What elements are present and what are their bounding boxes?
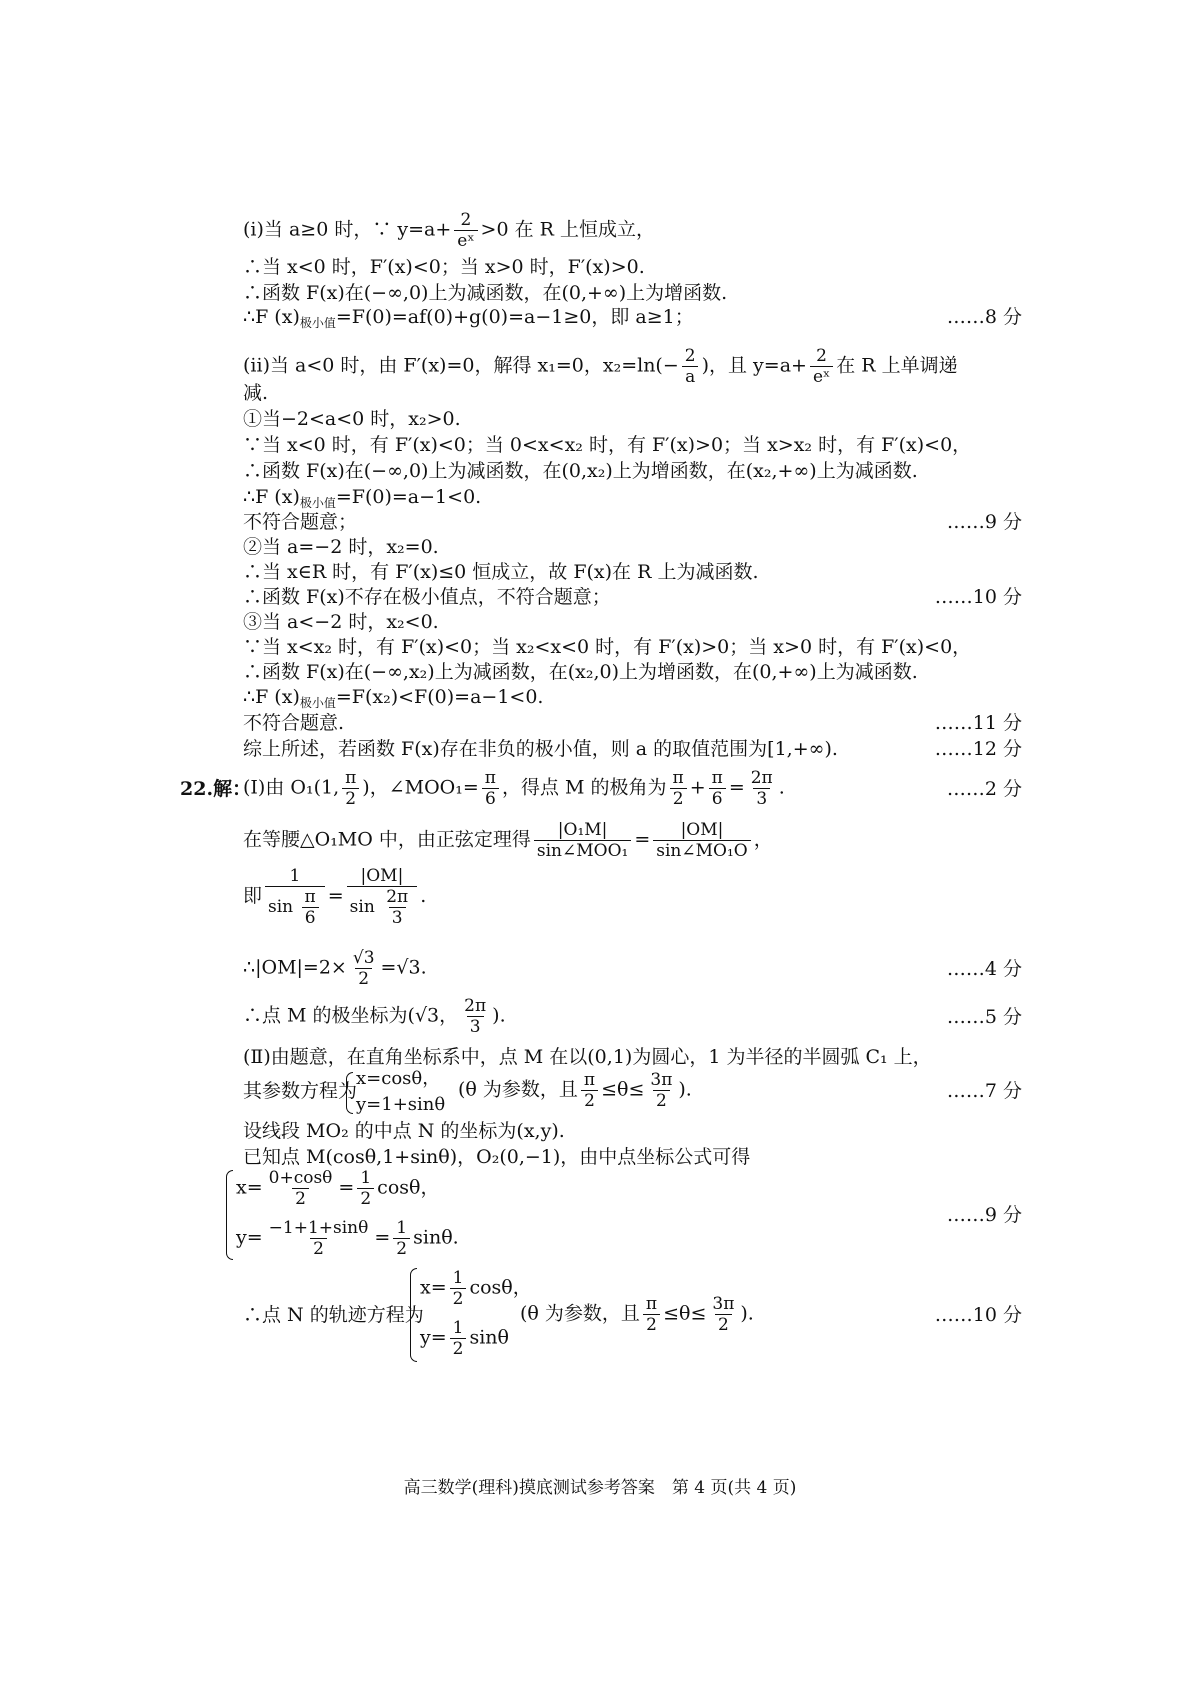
line: ∴当 x∈R 时，有 F′(x)≤0 恒成立，故 F(x)在 R 上为减函数. [243,561,759,583]
line: ∴F $(x)_{极小值}=F(x_2)<F(0)=a-1<0$. [243,686,544,710]
eq-x: x=cosθ， [356,1068,441,1089]
brace [346,1072,353,1114]
line: ③当 a<−2 时，x₂<0. [243,611,439,633]
line: ②当 a=−2 时，x₂=0. [243,536,439,558]
line: ∴函数 F(x)在(−∞,0)上为减函数，在(0,x₂)上为增函数，在(x₂,+∞)上为减函数. [243,460,918,482]
eq-midpoint-x: x= $\frac{0+\cos\theta}{2}$ = $\frac{1}{2}$ cosθ， [236,1168,440,1209]
line-case-ii: (ii)当 a<0 时，由 F′(x)=0，解得 x₁=0，x₂=ln(− $\frac{2}{a}$ )，且 y=a+ $\frac{2}{\text{eˣ}}$ 在 R 上单调递 [243,346,958,387]
line: ∴F $(x)_{极小值}=F(0)=af(0)+g(0)=a-1\ge 0$，即 a≥1； [243,306,694,330]
line-param-cond: (θ 为参数，且 $\frac{\pi}{2}$ ≤θ≤ $\frac{3\pi}{2}$ ). [458,1070,692,1111]
eq-locus-y: y= $\frac{1}{2}$ sinθ [420,1318,509,1359]
line: ①当−2<a<0 时，x₂>0. [243,408,461,430]
eq-y: y=1+sinθ [356,1094,446,1115]
score: ……10 分 [934,1304,1022,1326]
score: ……8 分 [946,306,1022,328]
line: ∴当 x<0 时，F′(x)<0；当 x>0 时，F′(x)>0. [243,256,645,278]
score: ……2 分 [946,778,1022,800]
line-case-i: (i)当 a≥0 时，∵ y=a+ $\frac{2}{\text{eˣ}}$ >0 在 R 上恒成立， [243,210,655,251]
score: ……9 分 [946,511,1022,533]
line: ∵当 x<x₂ 时，有 F′(x)<0；当 x₂<x<0 时，有 F′(x)>0；当 x>0 时，有 F′(x)<0， [243,636,972,658]
score: ……7 分 [946,1080,1022,1102]
score: ……11 分 [934,712,1022,734]
score: ……12 分 [934,738,1022,760]
score: ……5 分 [946,1006,1022,1028]
score: ……10 分 [934,586,1022,608]
line-ratio: 即 1 sin $\frac{\pi}{6}$ = |OM| sin $\frac{2\pi}{3}$ . [243,866,427,928]
line: ∴函数 F(x)在(−∞,0)上为减函数，在(0,+∞)上为增函数. [243,282,728,304]
line-locus: ∴点 N 的轨迹方程为 [243,1304,424,1326]
line-om: ∴|OM|=2× $\frac{√3}{2}$ =√3. [243,948,427,989]
line: ∵当 x<0 时，有 F′(x)<0；当 0<x<x₂ 时，有 F′(x)>0；当 x>x₂ 时，有 F′(x)<0， [243,434,972,456]
brace [226,1170,233,1260]
score: ……4 分 [946,958,1022,980]
question-number: 22.解： [180,778,252,800]
line-param: 其参数方程为 [243,1080,358,1102]
page-footer: 高三数学(理科)摸底测试参考答案 第 4 页(共 4 页) [403,1478,797,1498]
line-polar: ∴点 M 的极坐标为(√3， $\frac{2\pi}{3}$ ). [243,996,506,1037]
brace [410,1268,417,1362]
line: 减. [243,382,269,404]
line: 不符合题意； [243,511,358,533]
line-sine-law: 在等腰△O₁MO 中，由正弦定理得 |O₁M| sin∠MOO₁ = $\frac{|OM|}{\text{sin∠MO₁O}}$ ， [243,820,773,861]
line: ∴F $(x)_{极小值}=F(0)=a-1<0$. [243,486,482,510]
line-part-I: (Ⅰ)由 O₁(1, $\frac{\pi}{2}$ )，∠MOO₁= $\frac{\pi}{6}$ ，得点 M 的极角为 $\frac{\pi}{2}$ + $\frac{\pi}{6}$ = $\frac{2\pi}{3}$ . [243,768,785,809]
line: ∴函数 F(x)在(−∞,x₂)上为减函数，在(x₂,0)上为增函数，在(0,+∞)上为减函数. [243,661,918,683]
line-part-II: (Ⅱ)由题意，在直角坐标系中，点 M 在以(0,1)为圆心，1 为半径的半圆弧 C₁ 上， [243,1046,932,1068]
line: 不符合题意. [243,712,345,734]
eq-locus-x: x= $\frac{1}{2}$ cosθ， [420,1268,532,1309]
line: ∴函数 F(x)不存在极小值点，不符合题意； [243,586,611,608]
score: ……9 分 [946,1204,1022,1226]
line: 综上所述，若函数 F(x)存在非负的极小值，则 a 的取值范围为[1,+∞). [243,738,838,760]
line: 设线段 MO₂ 的中点 N 的坐标为(x,y). [243,1120,565,1142]
eq-midpoint-y: y= $\frac{-1+1+\sin\theta}{2}$ = $\frac{1}{2}$ sinθ. [236,1218,459,1259]
line: 已知点 M(cosθ,1+sinθ)，O₂(0,−1)，由中点坐标公式可得 [243,1146,751,1168]
line-locus-cond: (θ 为参数，且 $\frac{\pi}{2}$ ≤θ≤ $\frac{3\pi}{2}$ ). [520,1294,754,1335]
